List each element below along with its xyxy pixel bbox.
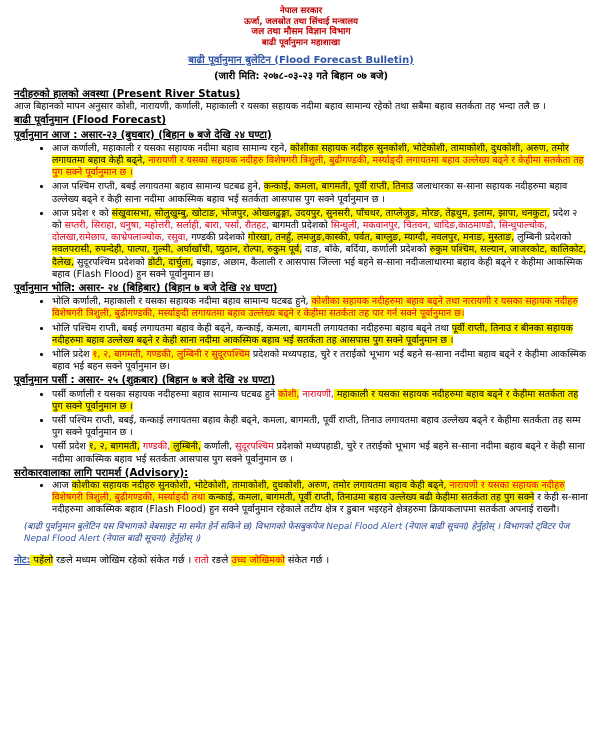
list-item: • आज कर्णाली, महाकाली र यसका सहायक नदीमा बहाव सामान्य रहने, कोशीका सहायक नदीहरु सुनकोशी, भोटेकोशी, तामाकोशी, दुधकोशी, अरुण, तमोर लगायतमा बहाव केही बढ्ने, नारायणी र यसका सहायक नदीहरु विशेषगरी त्रिशुली, बुढीगण्डकी, मर्स्याङ्दी लगायतमा बहाव उल्लेख्य बढ्ने र केहीमा सतर्कता तह पुग सक्ने पूर्वानुमान छ । — [52, 143, 588, 180]
dayafter-heading: पूर्वानुमान पर्सी : असार- २५ (शुक्रबार) (बिहान ७ बजे देखि २४ घण्टा) — [14, 375, 276, 387]
list-item: • पर्सी कर्णाली र यसका सहायक नदीहरुमा बहाव सामान्य घटबढ हुने कोशी, नारायणी, महाकाली र यसका सहायक नदीहरुमा बहाव बढ्ने र केहीमा सतर्कता तह पुग सक्ने पूर्वानुमान छ । — [52, 389, 588, 413]
flood-forecast-heading: बाढी पूर्वानुमान (Flood Forecast) — [14, 115, 166, 127]
website-note: (बाढी पूर्वानुमान बुलेटिन यस विभागको वेबसाइट मा समेत हेर्न सकिने छ) विभागको फेसबुकपेज Nepal Flood Alert (नेपाल बाढी सूचना) हेर्नुहोस् । विभागको ट्विटर पेज Nepal Flood Alert (नेपाल बाढी सूचना) हेर्नुहोस् ।) — [24, 521, 570, 544]
list-item: • पर्सी प्रदेश १, २, बागमती, गण्डकी, लुम्बिनी, कर्णाली, सुदूरपश्चिम प्रदेशको मध्यपहाडी, चुरे र तराईको भूभाग भई बहने स-साना नदीमा बहाव बढ्ने र केही साना नदीमा आकस्मिक बहाव भई सतर्कता आसपास पुग सक्ने पूर्वानुमान छ । — [52, 441, 588, 465]
list-item: • आज पश्चिम राप्ती, बबई लगायतमा बहाव सामान्य घटबढ हुने, कन्काई, कमला, बागमती, पूर्वी राप्ती, तिनाउ जलाधारका स-साना सहायक नदीहरुमा बहाव उल्लेख्य बढ्ने र केही साना नदीमा आकस्मिक बहाव भई सतर्कता आसपास पुग सक्ने पूर्वानुमान छ । — [52, 181, 588, 205]
today-list — [14, 143, 588, 281]
list-item: • भोलि पश्चिम राप्ती, बबई लगायतमा बहाव केही बढ्ने, कन्काई, कमला, बागमती लगायतका नदीहरुमा बहाव बढ्ने तथा पूर्वी राप्ती, तिनाउ र बीनका सहायक नदीहरुमा बहाव उल्लेख्य बढ्ने र केही साना नदीमा आकस्मिक बहाव भई सतर्कता तह आसपास पुग सक्ने पूर्वानुमान छ । — [52, 323, 588, 347]
tomorrow-list — [14, 296, 588, 373]
dayafter-list — [14, 389, 588, 466]
letterhead — [14, 6, 588, 83]
list-item: • पर्सी पश्चिम राप्ती, बबई, कन्काई लगायतमा बहाव केही बढ्ने, कमला, बागमती, पूर्वी राप्ती, तिनाउ लगायतमा बहाव उल्लेख्य बढ्ने र केहीमा सतर्कता तह सम्म पुग सक्ने पूर्वानुमान छ । — [52, 415, 588, 439]
today-heading: पूर्वानुमान आज : असार-२३ (बुधबार) (बिहान ७ बजे देखि २४ घण्टा) — [14, 129, 272, 141]
note-label: नोट: — [14, 555, 31, 567]
department-name: जल तथा मौसम विज्ञान विभाग — [251, 27, 351, 37]
issue-date: (जारी मिति: २०७८-०३-२३ गते बिहान ०७ बजे) — [213, 70, 389, 82]
list-item: • भोलि प्रदेश १, २, बागमती, गण्डकी, लुम्बिनी र सुदूरपश्चिम प्रदेशको मध्यपहाड, चुरे र तराईको भूभाग भई बहने स-साना नदीमा बहाव बढ्ने र केहीमा आकस्मिक बहाव भई बहन सक्ने पूर्वानुमान छ। — [52, 349, 588, 373]
government-name: नेपाल सरकार — [279, 6, 323, 16]
advisory-heading: सरोकारवालाका लागि परामर्श (Advisory): — [14, 467, 189, 479]
advisory-list — [14, 480, 588, 517]
present-status-text: आज बिहानको मापन अनुसार कोशी, नारायणी, कर्णाली, महाकाली र यसका सहायक नदीमा बहाव सामान्य रहेको तथा सबैमा बहाव सतर्कता तह भन्दा तलै छ । — [14, 101, 546, 113]
list-item: • आज प्रदेश १ को संखुवासभा, सोलुखुम्बु, खोटाङ, भोजपुर, ओखलढुङ्गा, उदयपुर, सुनसरी, पाँचथर, ताप्लेजुङ, मोरङ, तेह्रथुम, इलाम, झापा, धनकुटा, प्रदेश २ को सप्तरी, सिराहा, धनुषा, महोत्तरी, सर्लाही, बारा, पर्सा, रौतहट, बागमती प्रदेशको सिन्धुली, मकवानपुर, चितवन, धादिङ,काठमाण्डौ, सिन्धुपाल्चोक, दोलखा,रामेछाप, काभ्रेपलाञ्चोक, रसुवा, गण्डकी प्रदेशको गोरखा, तनहुँ, लमजुङ,कास्की, पर्वत, बाग्लुङ, म्याग्दी, नवलपुर, मनाङ, मुस्ताङ, लुम्बिनी प्रदेशको नवलपरासी, रुपन्देही, पाल्पा, गुल्मी, अर्घाखाँची, प्युठान, रोल्पा, रुकुम पूर्व, दाङ, बाँके, बर्दिया, कर्णाली प्रदेशको रुकुम पश्चिम, सल्यान, जाजरकोट, कालिकोट, दैलेख, सुदूरपश्चिम प्रदेशको डोटी, दार्चुला, बझाङ, अछाम, कैलाली र आसपास जिल्ला भई बहने स-साना नदीजलाधारमा बहाव केही बढ्ने र केहीमा आकस्मिक बहाव (Flash Flood) हुन सक्ने पूर्वानुमान छ। — [52, 208, 588, 281]
list-item: • आज कोशीका सहायक नदीहरु सुनकोशी, भोटेकोशी, तामाकोशी, दुधकोशी, अरुण, तमोर लगायतमा बहाव केही बढ्ने, नारायणी र यसका सहायक नदीहरु विशेषगरी त्रिशुली, बुढीगण्डकी, मर्स्याङ्दी तथा कन्काई, कमला, बागमती, पूर्वी राप्ती, तिनाउमा बहाव उल्लेख्य बढी केहीमा सतर्कता तह पुग सक्ने र केही स-साना नदीहरुमा आकस्मिक बहाव (Flash Flood) हुन सक्ने पूर्वानुमान रहेकाले तटीय क्षेत्र र डुबान भइरहने क्षेत्रहरुमा क्रियाकलापमा सतर्कता अपनाई राख्नौ। — [52, 480, 588, 517]
list-item: • भोलि कर्णाली, महाकाली र यसका सहायक नदीमा बहाव सामान्य घटबढ हुने, कोशीका सहायक नदीहरुमा बहाव बढ्ने तथा नारायणी र यसका सहायक नदीहरु विशेषगरी त्रिशुली, बुढीगण्डकी, मर्स्याङ्दी लगायतमा बहाव उल्लेख्य बढ्ने र केहीमा सतर्कता तह पार गर्न सक्ने पूर्वानुमान छ। — [52, 296, 588, 320]
ministry-name: ऊर्जा, जलस्रोत तथा सिंचाई मन्त्रालय — [243, 16, 359, 27]
tomorrow-heading: पूर्वानुमान भोलि: असार- २४ (बिहिबार) (बिहान ७ बजे देखि २४ घण्टा) — [14, 282, 278, 294]
facebook-page-link[interactable]: Nepal Flood Alert — [326, 521, 403, 532]
bulletin-title: बाढी पूर्वानुमान बुलेटिन (Flood Forecast Bulletin) — [188, 54, 414, 66]
footer-note: नोट: पहेंलो रङले मध्यम जोखिम रहेको संकेत गर्छ । रातो रङले उच्च जोखिमको संकेत गर्छ । — [14, 555, 330, 567]
division-name: बाढी पूर्वानुमान महाशाखा — [261, 38, 341, 48]
present-status-heading: नदीहरुको हालको अवस्था (Present River Status) — [14, 88, 241, 100]
twitter-page-link[interactable]: Nepal Flood Alert — [24, 533, 100, 544]
